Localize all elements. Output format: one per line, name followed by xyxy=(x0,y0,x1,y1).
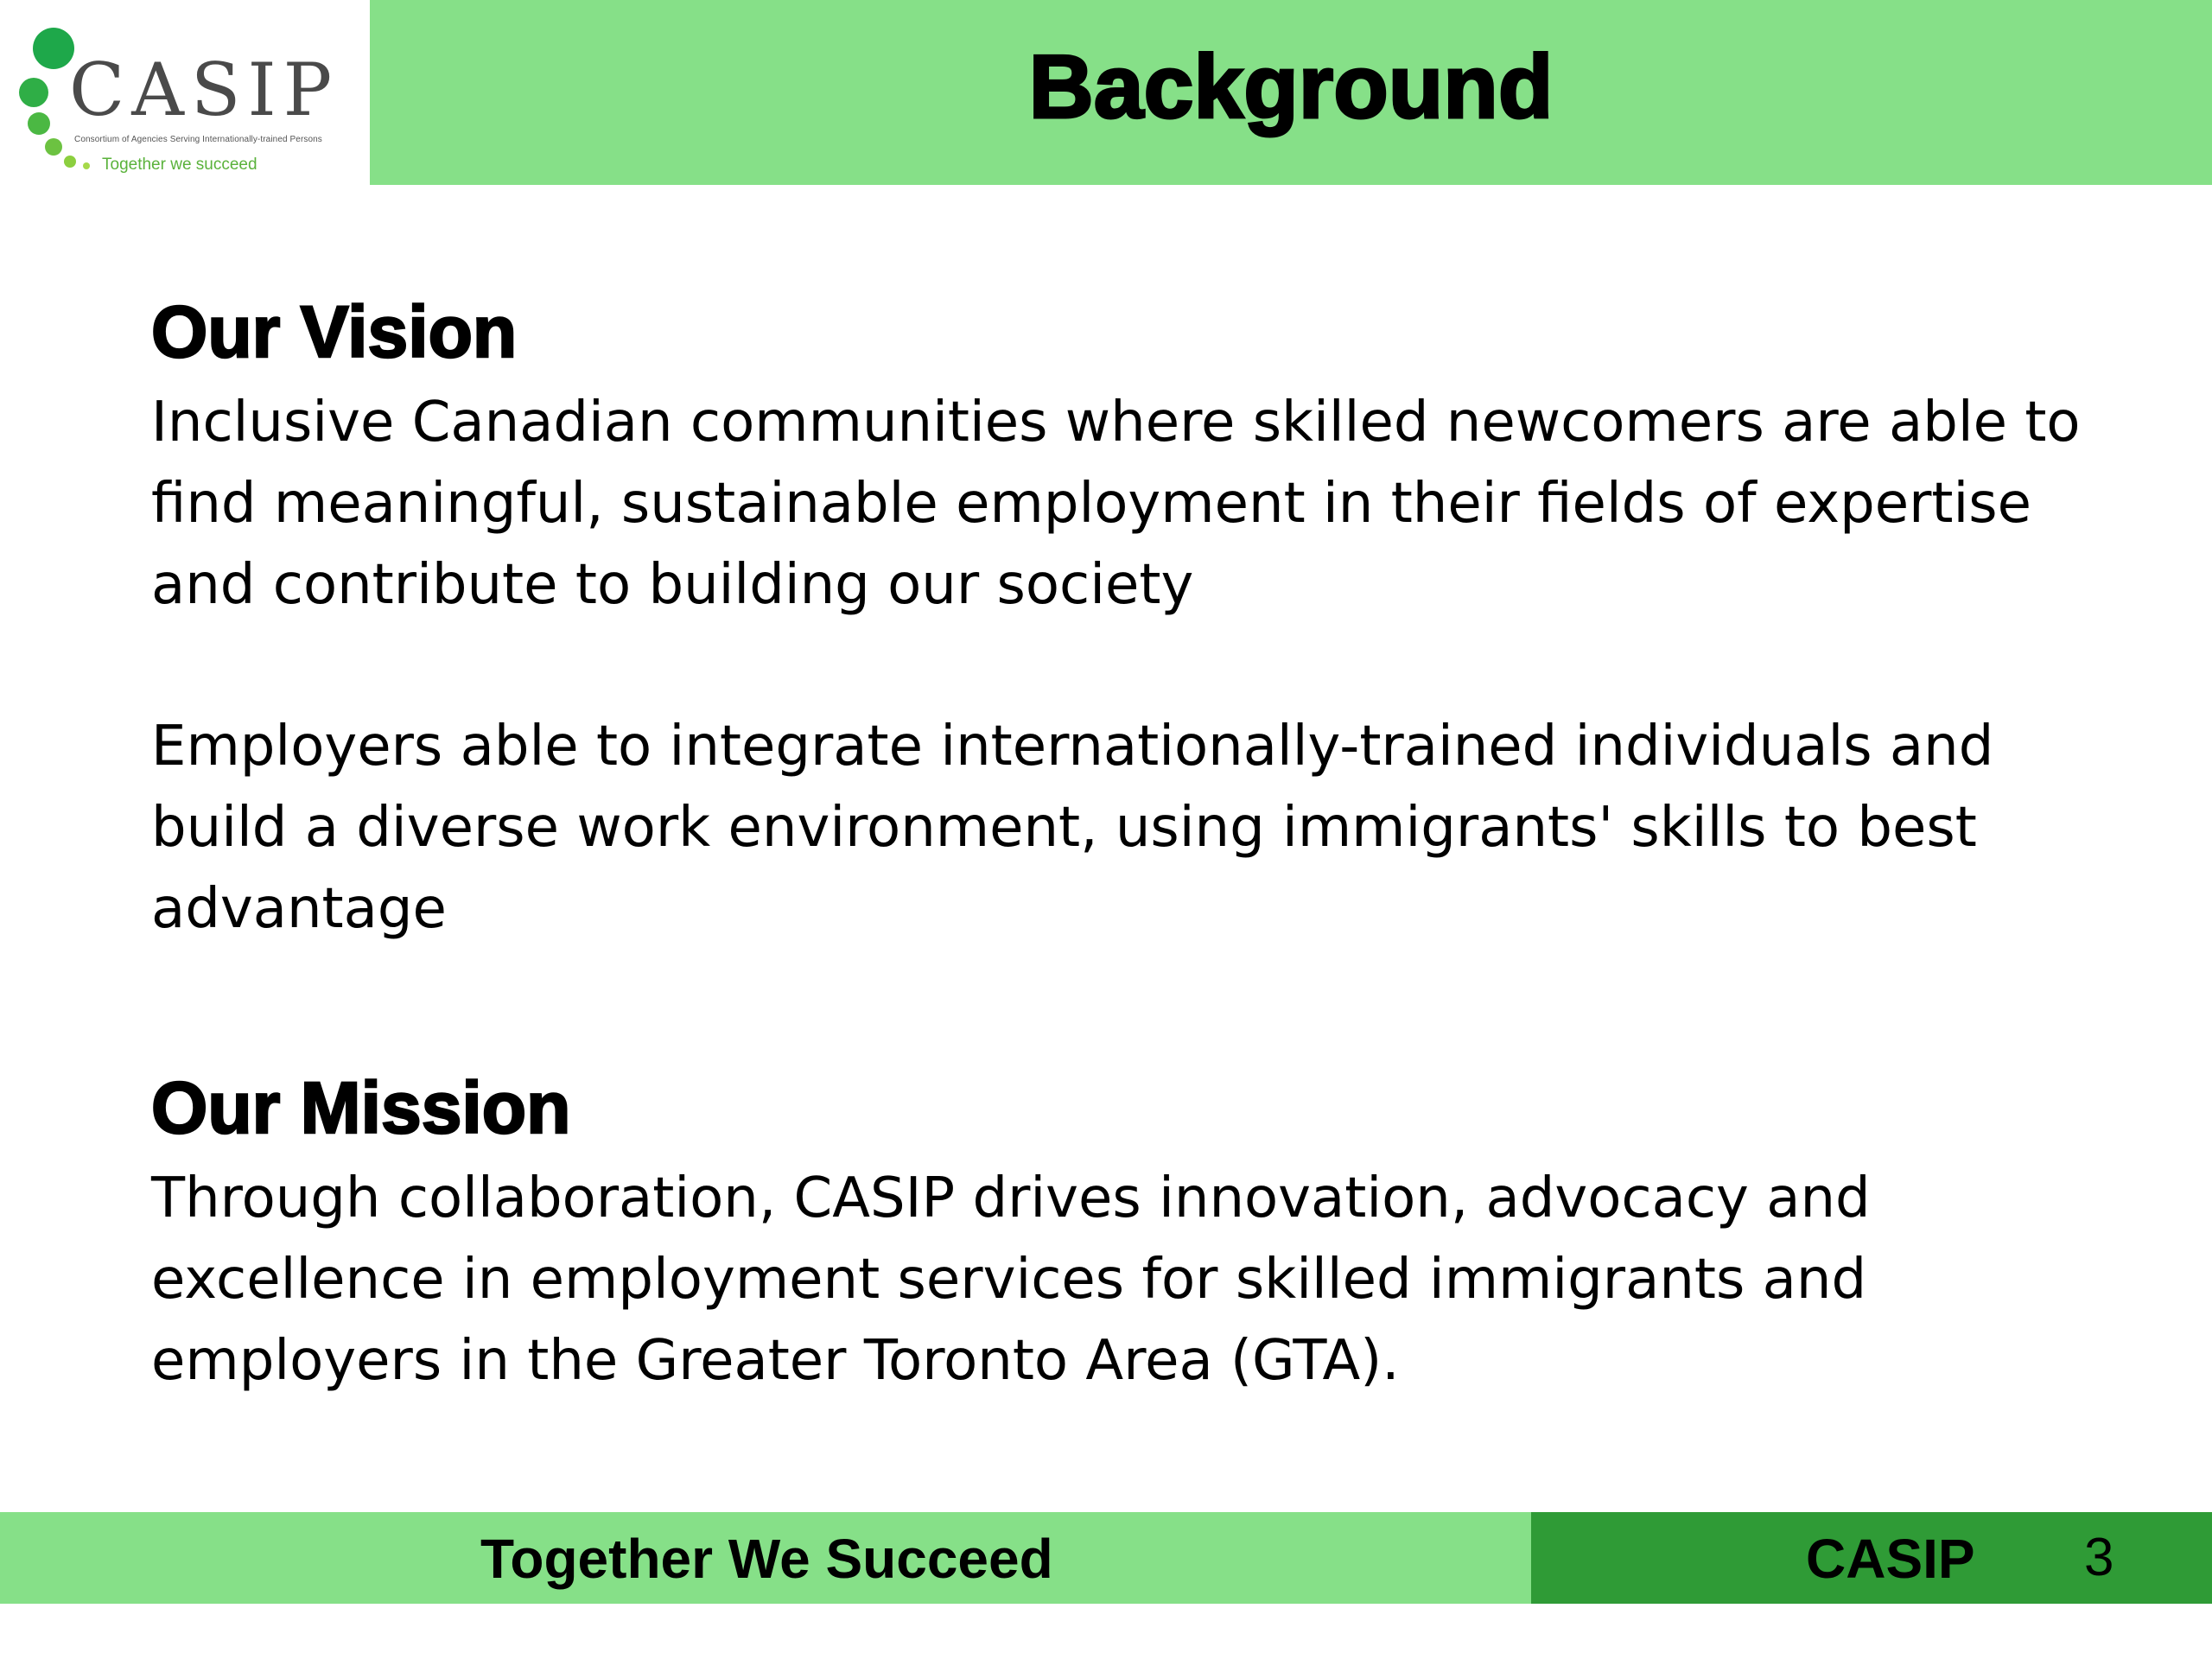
vision-paragraph-2: Employers able to integrate internationally-trained individuals and build a diverse work environment, using immigrants' skills to best advantage xyxy=(151,715,1994,941)
page-number: 3 xyxy=(2084,1528,2114,1587)
logo-wordmark: CASIP xyxy=(69,48,340,132)
vision-paragraph-1: Inclusive Canadian communities where skilled newcomers are able to find meaningful, sustainable employment in their fields of expertise and contribute to building our society xyxy=(151,391,2081,617)
logo-dot-icon xyxy=(19,78,48,107)
mission-paragraph: Through collaboration, CASIP drives innovation, advocacy and excellence in employment services for skilled immigrants and employers in the Greater Toronto Area (GTA). xyxy=(151,1166,1871,1393)
footer-tagline: Together We Succeed xyxy=(480,1528,1053,1590)
footer-org: CASIP xyxy=(1806,1528,1975,1590)
logo-subtitle: Consortium of Agencies Serving Internationally-trained Persons xyxy=(74,135,322,144)
casip-logo xyxy=(0,0,370,185)
header-band xyxy=(370,0,2212,185)
logo-dot-icon xyxy=(45,138,62,156)
logo-dot-icon xyxy=(28,112,50,135)
logo-dot-icon xyxy=(33,28,74,69)
vision-heading: Our Vision xyxy=(151,291,518,372)
logo-dot-icon xyxy=(83,162,90,169)
logo-tagline: Together we succeed xyxy=(102,156,257,174)
logo-dot-icon xyxy=(64,156,76,168)
slide-title: Background xyxy=(1028,37,1554,137)
mission-heading: Our Mission xyxy=(151,1067,571,1148)
